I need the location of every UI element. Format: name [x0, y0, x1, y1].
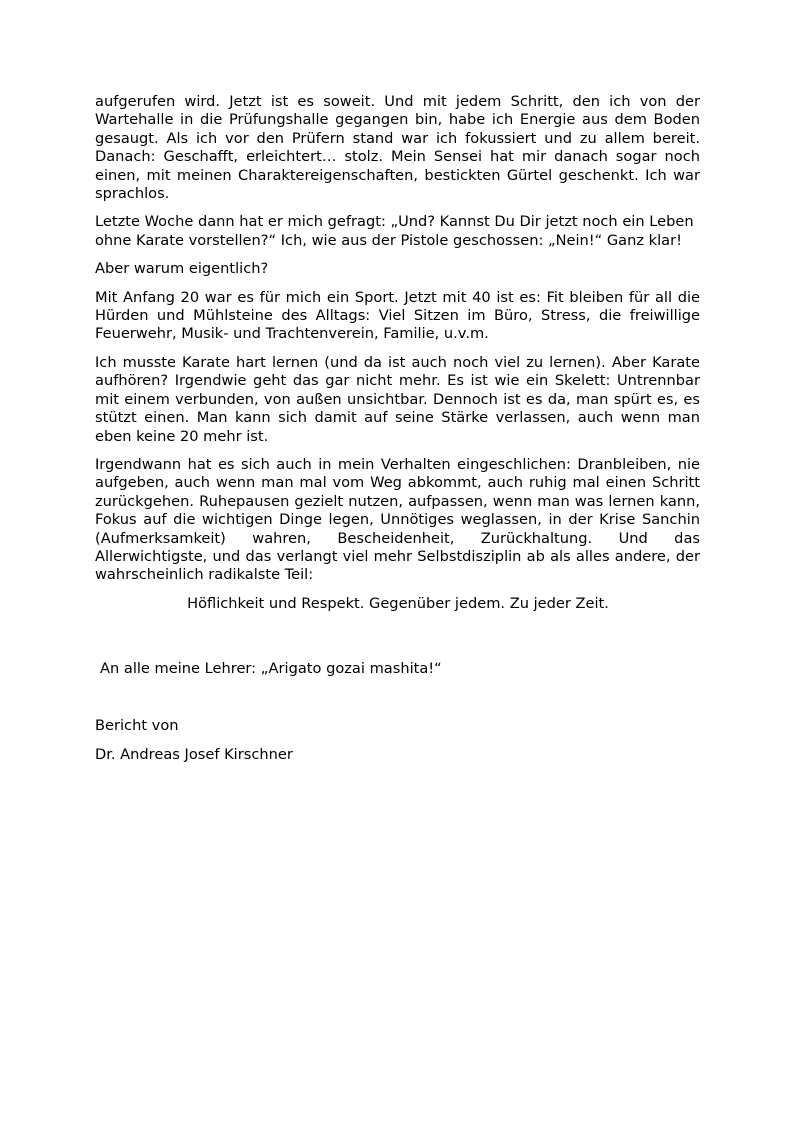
paragraph-skeleton: Ich musste Karate hart lernen (und da ist auch noch viel zu lernen). Aber Karate aufhören? Irgendwie geht das gar nicht mehr. Es ist wie ein Skelett: Untrennbar mit einem verbunden, von außen unsichtbar. Dennoch ist es da, man spürt es, es stützt einen. Man kann sich damit auf seine Stärke verlassen, auch wenn man eben keine 20 mehr ist.	[95, 353, 700, 445]
paragraph-why: Aber warum eigentlich?	[95, 260, 269, 278]
author-name: Dr. Andreas Josef Kirschner	[95, 745, 293, 763]
centered-motto: Höflichkeit und Respekt. Gegenüber jedem. Zu jeder Zeit.	[187, 594, 609, 612]
paragraph-behavior: Irgendwann hat es sich auch in mein Verhalten eingeschlichen: Dranbleiben, nie aufgeben, auch wenn man mal vom Weg abkommt, auch ruhig mal einen Schritt zurückgehen. Ruhepausen gezielt nutzen, aufpassen, wenn man was lernen kann, Fokus auf die wichtigen Dinge legen, Unnötiges weglassen, in der Krise Sanchin (Aufmerksamkeit) wahren, Bescheidenheit, Zurückhaltung. Und das Allerwichtigste, und das verlangt viel mehr Selbstdisziplin ab als alles andere, der wahrscheinlich radikalste Teil:	[95, 455, 700, 584]
paragraph-sport: Mit Anfang 20 war es für mich ein Sport. Jetzt mit 40 ist es: Fit bleiben für all die Hürden und Mühlsteine des Alltags: Viel Sitzen im Büro, Stress, die freiwillige Feuerwehr, Musik- und Trachtenverein, Familie, u.v.m.	[95, 288, 700, 343]
report-label: Bericht von	[95, 716, 179, 734]
thanks-line: An alle meine Lehrer: „Arigato gozai mashita!“	[100, 660, 442, 678]
document-page	[95, 93, 700, 764]
paragraph-sensei-question: Letzte Woche dann hat er mich gefragt: „Und? Kannst Du Dir jetzt noch ein Leben ohne Karate vorstellen?“ Ich, wie aus der Pistole geschossen: „Nein!“ Ganz klar!	[95, 213, 694, 249]
paragraph-exam-day: aufgerufen wird. Jetzt ist es soweit. Und mit jedem Schritt, den ich von der Wartehalle in die Prüfungshalle gegangen bin, habe ich Energie aus dem Boden gesaugt. Als ich vor den Prüfern stand war ich fokussiert und zu allem bereit. Danach: Geschafft, erleichtert… stolz. Mein Sensei hat mir danach sogar noch einen, mit meinen Charaktereigenschaften, bestickten Gürtel geschenkt. Ich war sprachlos.	[95, 93, 700, 203]
